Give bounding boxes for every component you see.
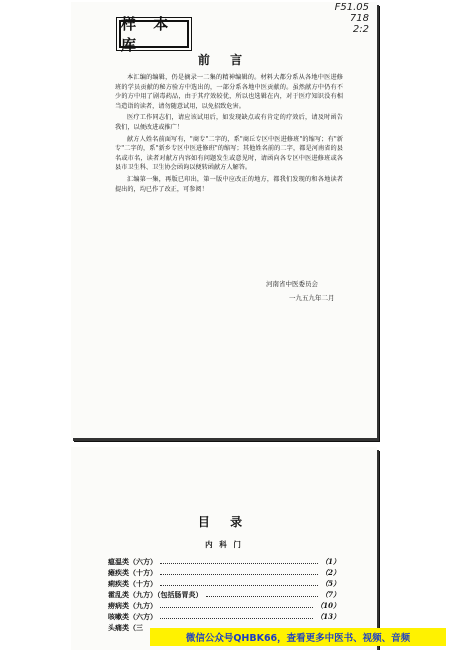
- toc-entry[interactable]: [108, 601, 340, 612]
- leader-dots: [160, 607, 313, 608]
- toc-entry[interactable]: [108, 590, 340, 601]
- toc-entry[interactable]: [108, 612, 340, 623]
- toc-page-number: （2）: [321, 568, 340, 577]
- preface-date: 一九五九年二月: [289, 294, 335, 302]
- signature: 河南省中医委员会: [266, 280, 318, 288]
- leader-dots: [160, 585, 318, 586]
- toc-entry[interactable]: [108, 579, 340, 590]
- preface-body: [115, 73, 343, 196]
- call-number-line: 2:2: [352, 24, 369, 35]
- leader-dots: [160, 574, 318, 575]
- toc-page-number: （7）: [321, 590, 340, 599]
- leader-dots: [160, 618, 313, 619]
- preface-paragraph: 本汇编的编辑，仍是摘录一二集的精神编辑的。材料大都分系从各地中医进修班的学员贡献的秘方验方中选出的，一部分系各地中医贡献的。虽然献方中仍有不少的方中用了剧毒药品，由于其疗效较优，所以也选辑在内，对于医疗知识没有相当造诣的读者，请勿随意试用，以免招致危害。: [115, 74, 343, 110]
- toc-page-number: （10）: [316, 601, 340, 610]
- toc-label: 痨病类（九方）: [108, 601, 157, 610]
- preface-paragraph: 汇编第一集，再版已印出，第一版中应改正的地方，都我们发现的和各地读者提出的，均已作了改正，可参阅！: [115, 175, 343, 193]
- handwritten-call-number: [329, 2, 369, 35]
- leader-dots: [160, 563, 318, 564]
- table-of-contents: [108, 557, 340, 634]
- toc-page-number: （13）: [316, 612, 340, 621]
- leader-dots: [206, 596, 319, 597]
- preface-paragraph: 献方人姓名前面写有，"商专"二字的，系"商丘专区中医进修班"的缩写；有"新专"二字的，系"新乡专区中医进修班"的缩写；其他姓名前的二字，都是河南省的县名或市名，读者对献方内容如有问题发生或意见时，请函向各专区中医进修班或各县市卫生科、卫生协会函询以便转函献方人解答。: [115, 135, 343, 172]
- toc-entry[interactable]: [108, 557, 340, 568]
- wechat-promo-banner[interactable]: 微信公众号QHBK66，查看更多中医书、视频、音频: [150, 628, 446, 646]
- preface-paragraph: 医疗工作同志们，请应该试用后，如发现缺点或有肯定的疗效后，请及时函告我们，以便改进或推广！: [115, 114, 343, 131]
- contents-title: 目 录: [197, 515, 251, 529]
- toc-label: 霍乱类（九方）（包括肠胃炎）: [108, 590, 203, 599]
- preface-page: [71, 2, 377, 438]
- contents-page: [71, 447, 377, 650]
- toc-label: 痢疾类（十方）: [108, 579, 157, 588]
- call-number-line: 718: [349, 13, 369, 24]
- call-number-line: F51.05: [334, 2, 369, 13]
- toc-label: 瘫疾类（十方）: [108, 568, 157, 577]
- library-stamp: 样 本 库: [119, 20, 189, 48]
- section-heading: 内 科 门: [205, 540, 243, 549]
- preface-title: 前 言: [197, 53, 251, 67]
- toc-label: 咳嗽类（六方）: [108, 612, 157, 621]
- toc-page-number: （5）: [321, 579, 340, 588]
- toc-page-number: （1）: [321, 557, 340, 566]
- toc-entry[interactable]: [108, 568, 340, 579]
- toc-label: 瘟温类（六方）: [108, 557, 157, 566]
- toc-label: 头痛类（三: [108, 623, 143, 632]
